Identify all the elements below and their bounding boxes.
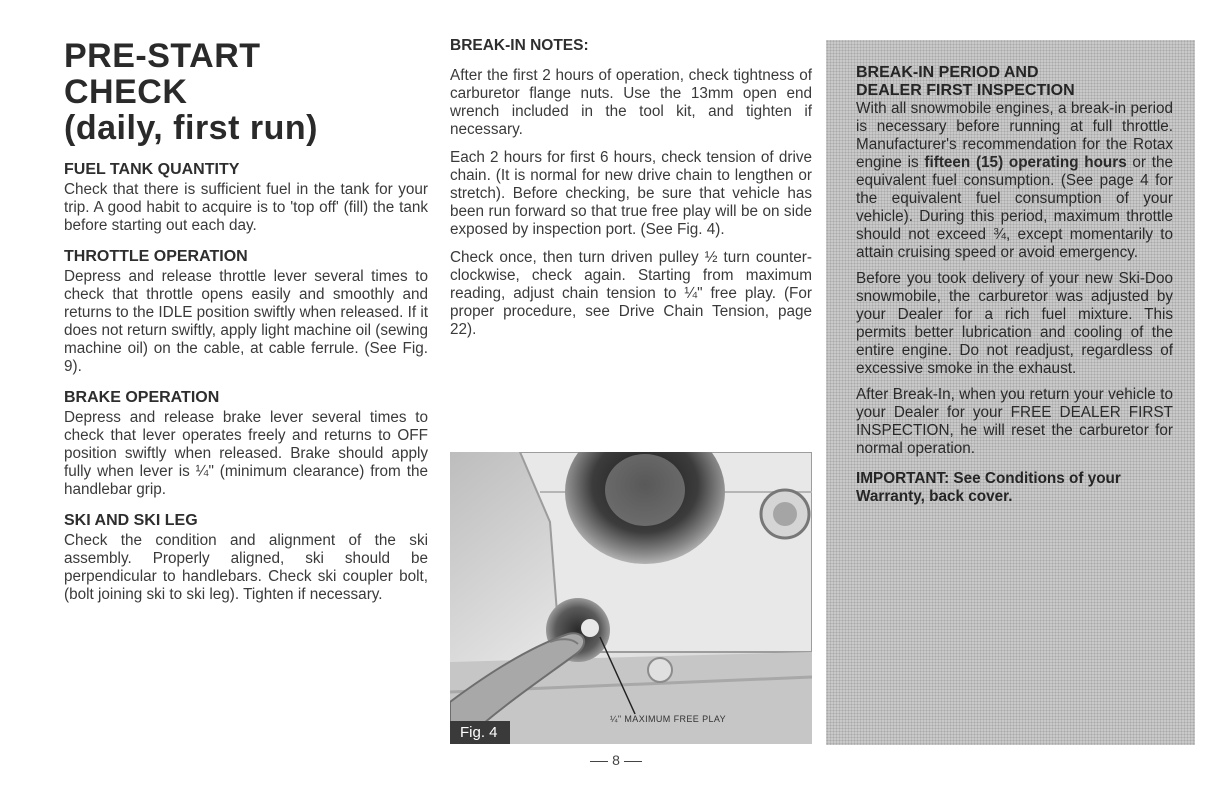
heading-fuel-tank-quantity: FUEL TANK QUANTITY xyxy=(64,161,240,178)
heading-break-in-period-line-2: DEALER FIRST INSPECTION xyxy=(856,82,1075,99)
figure-caption: ¼" MAXIMUM FREE PLAY xyxy=(610,714,727,724)
heading-break-in-notes: BREAK-IN NOTES: xyxy=(450,37,589,54)
title-line-2: CHECK xyxy=(64,73,188,111)
heading-ski-and-ski-leg: SKI AND SKI LEG xyxy=(64,512,198,529)
paragraph-1-emphasis: fifteen (15) operating hours xyxy=(924,154,1127,171)
heading-break-in-period-line-1: BREAK-IN PERIOD AND xyxy=(856,64,1039,81)
paragraph-1-end: or the equivalent fuel consumption. (See page 4 for the equivalent fuel consumption of your vehicle). During this period, maximum throttle should not exceed ¾, except momentarily to attain cruising speed or avoid emergency. xyxy=(856,154,1173,261)
page-number xyxy=(0,752,1232,768)
text-fuel-tank-quantity: Check that there is sufficient fuel in the tank for your trip. A good habit to acquire is to 'top off' (fill) the tank before starting out each day. xyxy=(64,181,428,234)
inspection-port-illustration xyxy=(450,452,812,744)
title-line-3: (daily, first run) xyxy=(64,109,318,147)
page-number-rule-left xyxy=(590,761,608,762)
break-in-period-paragraph-2: Before you took delivery of your new Ski-Doo snowmobile, the carburetor was adjusted by your Dealer for a rich fuel mixture. This permits better lubrication and cooling of the entire engine. Do not readjust, regardless of excessive smoke in the exhaust. xyxy=(856,270,1173,377)
figure-label: Fig. 4 xyxy=(450,721,510,744)
break-in-period-paragraph-1 xyxy=(856,100,1173,262)
column-break-in-period xyxy=(826,40,1195,745)
column-break-in-notes xyxy=(450,36,812,349)
break-in-paragraph-2: Each 2 hours for first 6 hours, check tension of drive chain. (It is normal for new drive chain to lengthen or stretch). Before checking, be sure that vehicle has been run forward so that true free play will be on side exposed by inspection port. (See Fig. 4). xyxy=(450,149,812,238)
column-pre-start-check xyxy=(64,38,428,616)
figure-4-photo xyxy=(450,452,812,744)
paragraph-1-start: With all snowmobile engines, a break-in period is necessary before running at full throttle. Manufacturer's recommendation for the Rotax engine is xyxy=(856,100,1173,171)
page-number-rule-right xyxy=(624,761,642,762)
break-in-paragraph-1: After the first 2 hours of operation, check tightness of carburetor flange nuts. Use the 13mm open end wrench included in the tool kit, and tighten if necessary. xyxy=(450,67,812,138)
text-brake-operation: Depress and release brake lever several times to check that lever operates freely and returns to OFF position swiftly when released. Brake should apply fully when lever is ¼" (minimum clearance) from the handlebar grip. xyxy=(64,409,428,498)
important-notice: IMPORTANT: See Conditions of your Warranty, back cover. xyxy=(856,470,1121,505)
text-ski-and-ski-leg: Check the condition and alignment of the ski assembly. Properly aligned, ski should be perpendicular to handlebars. Check ski coupler bolt, (bolt joining ski to ski leg). Tighten if necessary. xyxy=(64,532,428,603)
title-line-1: PRE-START xyxy=(64,37,261,75)
break-in-paragraph-3: Check once, then turn driven pulley ½ turn counter-clockwise, check again. Starting from maximum reading, adjust chain tension to ¼" free play. (For proper procedure, see Drive Chain Tension, page 22). xyxy=(450,249,812,338)
page-number-value: 8 xyxy=(612,752,620,768)
page-title xyxy=(64,38,428,146)
break-in-period-paragraph-3: After Break-In, when you return your vehicle to your Dealer for your FREE DEALER FIRST INSPECTION, he will reset the carburetor for normal operation. xyxy=(856,386,1173,457)
text-throttle-operation: Depress and release throttle lever several times to check that throttle opens easily and smoothly and returns to the IDLE position swiftly when released. If it does not return swiftly, apply light machine oil (sewing machine oil) on the cable, at cable ferrule. (See Fig. 9). xyxy=(64,268,428,375)
heading-throttle-operation: THROTTLE OPERATION xyxy=(64,248,248,265)
heading-brake-operation: BRAKE OPERATION xyxy=(64,389,220,406)
